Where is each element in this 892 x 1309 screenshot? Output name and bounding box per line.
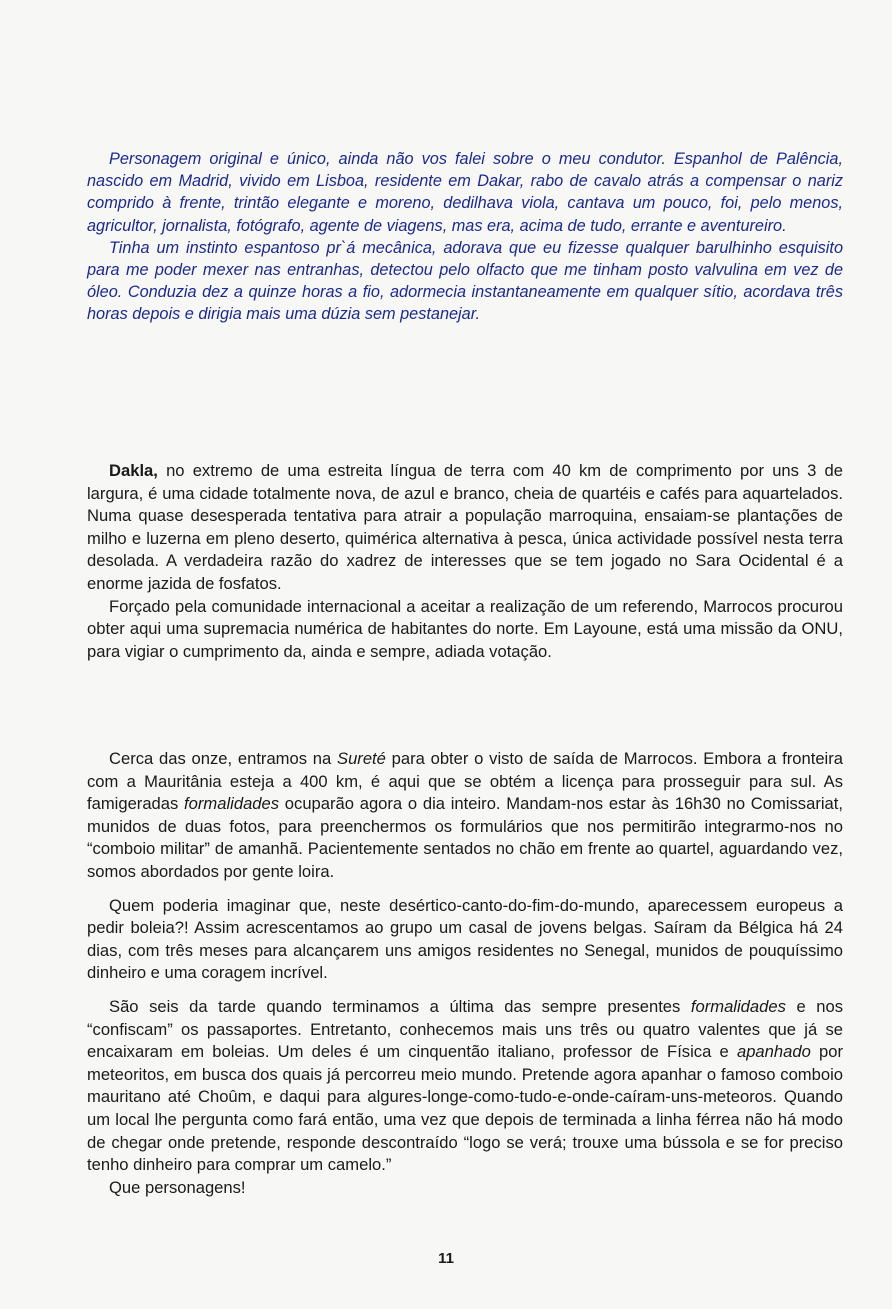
text-run: e nos “confiscam” os passaportes. Entretanto, conhecemos mais uns três ou quatro valentes que já se encaixaram em boleias. Um deles é um cinquentão italiano, professor de Física e: [87, 996, 843, 1062]
surete-paragraph-3: [87, 996, 843, 1177]
italic-run: Sureté: [337, 749, 386, 768]
text-run: Cerca das onze, entramos na: [109, 749, 337, 768]
text-run: ocuparão agora o dia inteiro. Mandam-nos estar às 16h30 no Comissariat, munidos de duas fotos, para preenchermos os formulários que nos permitirão integrarmo-nos no “comboio militar” de amanhã. Pacientemente sentados no chão em frente ao quartel, aguardando vez, somos abordados por gente loira.: [87, 794, 843, 881]
text-run: por meteoritos, em busca dos quais já percorreu meio mundo. Pretende agora apanhar o famoso comboio mauritano até Choûm, e daqui para algures-longe-como-tudo-e-onde-caíram-uns-meteoros. Quando um local lhe pergunta como fará então, uma vez que depois de terminada a linha férrea não há modo de chegar onde pretende, responde descontraído “logo se verá; trouxe uma bússola e se for preciso tenho dinheiro para comprar um camelo.”: [87, 1042, 844, 1175]
surete-paragraph-2: Quem poderia imaginar que, neste desértico-canto-do-fim-do-mundo, aparecessem europeus a pedir boleia?! Assim acrescentamos ao grupo um casal de jovens belgas. Saíram da Bélgica há 24 dias, com três meses para alcançarem uns amigos residentes no Senegal, munidos de pouquíssimo dinheiro e uma coragem incrível.: [87, 895, 843, 983]
dakla-section: [87, 460, 843, 663]
italic-run: apanhado: [736, 1042, 811, 1062]
italic-run: formalidades: [690, 996, 786, 1016]
dakla-lead: Dakla,: [109, 461, 158, 480]
intro-paragraph-1: Personagem original e único, ainda não vos falei sobre o meu condutor. Espanhol de Palência, nascido em Madrid, vivido em Lisboa, residente em Dakar, rabo de cavalo atrás a compensar o nariz comprido à frente, trintão elegante e moreno, dedilhava viola, cantava um pouco, foi, pelo menos, agricultor, jornalista, fotógrafo, agente de viagens, mas era, acima de tudo, errante e aventureiro.: [87, 150, 843, 235]
surete-paragraph-4: Que personagens!: [109, 1177, 246, 1197]
text-run: São seis da tarde quando terminamos a última das sempre presentes: [109, 996, 691, 1016]
intro-paragraph-2: Tinha um instinto espantoso pr`á mecânica, adorava que eu fizesse qualquer barulhinho esquisito para me poder mexer nas entranhas, detectou pelo olfacto que me tinham posto valvulina em vez de óleo. Conduzia dez a quinze horas a fio, adormecia instantaneamente em qualquer sítio, acordava três horas depois e dirigia mais uma dúzia sem pestanejar.: [87, 238, 843, 324]
surete-section: [87, 748, 843, 1199]
dakla-paragraph-1: [87, 460, 843, 596]
text-run: para obter o visto de saída de Marrocos. Embora a fronteira com a Mauritânia esteja a 400 km, é aqui que se obtém a licença para prosseguir para sul. As famigeradas: [87, 749, 843, 814]
dakla-paragraph-2: Forçado pela comunidade internacional a aceitar a realização de um referendo, Marrocos procurou obter aqui uma supremacia numérica de habitantes do norte. Em Layoune, está uma missão da ONU, para vigiar o cumprimento da, ainda e sempre, adiada votação.: [87, 596, 843, 661]
page-number: 11: [438, 1250, 454, 1267]
driver-portrait-section: [87, 148, 843, 326]
italic-run: formalidades: [184, 794, 280, 814]
dakla-paragraph-1-text: no extremo de uma estreita língua de terra com 40 km de comprimento por uns 3 de largura, é uma cidade totalmente nova, de azul e branco, cheia de quartéis e cafés para aquartelados. Numa quase desesperada tentativa para atrair a população marroquina, ensaiam-se plantações de milho e luzerna em pleno deserto, quimérica alternativa à pesca, única actividade possível nesta terra desolada. A verdadeira razão do xadrez de interesses que se tem jogado no Sara Ocidental é a enorme jazida de fosfatos.: [87, 461, 843, 593]
surete-paragraph-1: [87, 748, 843, 884]
